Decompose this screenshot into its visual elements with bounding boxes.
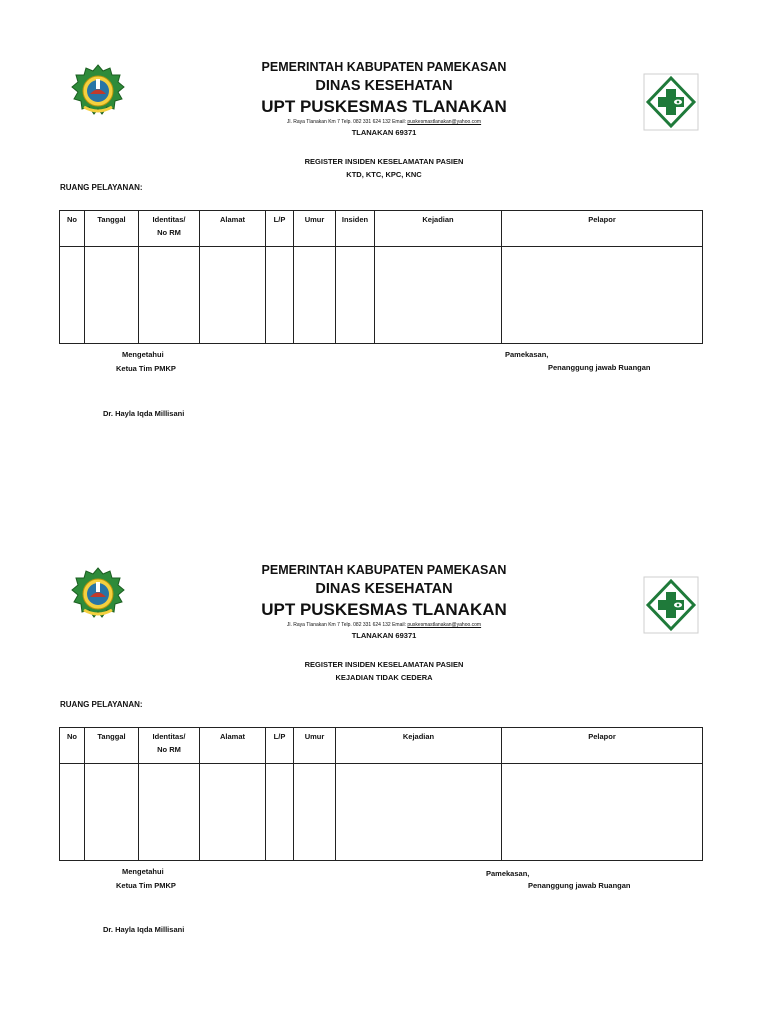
header-government: PEMERINTAH KABUPATEN PAMEKASAN	[261, 563, 507, 577]
signature-left-role: Ketua Tim PMKP	[116, 881, 176, 890]
cell-tanggal[interactable]	[85, 764, 139, 861]
column-header-umur: Umur	[294, 211, 336, 247]
column-header-no: No	[60, 728, 85, 764]
header-puskesmas: UPT PUSKESMAS TLANAKAN	[261, 600, 507, 619]
signature-left-role: Ketua Tim PMKP	[116, 364, 176, 373]
cell-lp[interactable]	[266, 247, 294, 344]
signature-right-role: Penanggung jawab Ruangan	[548, 363, 651, 372]
column-header-lp: L/P	[266, 728, 294, 764]
table-row	[60, 764, 703, 861]
column-header-pelapor: Pelapor	[502, 211, 703, 247]
email-link[interactable]: puskesmastlanakan@yahoo.com	[407, 119, 482, 125]
table-row	[60, 247, 703, 344]
column-header-pelapor: Pelapor	[502, 728, 703, 764]
register-table	[59, 727, 703, 861]
column-header-tanggal: Tanggal	[85, 728, 139, 764]
column-header-kejadian: Kejadian	[336, 728, 502, 764]
register-subtitle: KTD, KTC, KPC, KNC	[346, 170, 422, 179]
header-city: TLANAKAN 69371	[351, 128, 417, 137]
column-header-kejadian: Kejadian	[375, 211, 502, 247]
signature-left-label: Mengetahui	[122, 350, 164, 359]
cell-kejadian[interactable]	[375, 247, 502, 344]
cell-identitas[interactable]	[139, 764, 200, 861]
cell-alamat[interactable]	[200, 764, 266, 861]
address-text: Jl. Raya Tlanakan Km 7 Telp. 082 331 624 132 Email:	[286, 622, 408, 628]
cell-no[interactable]	[60, 764, 85, 861]
cell-identitas[interactable]	[139, 247, 200, 344]
signature-left-label: Mengetahui	[122, 867, 164, 876]
column-header-identitas: Identitas/ No RM	[139, 728, 200, 764]
column-header-insiden: Insiden	[336, 211, 375, 247]
register-form-2	[0, 503, 768, 1015]
header-address	[0, 119, 768, 125]
signature-left-name: Dr. Hayla Iqda Millisani	[103, 925, 185, 934]
header-department: DINAS KESEHATAN	[315, 78, 453, 94]
header-puskesmas: UPT PUSKESMAS TLANAKAN	[261, 97, 507, 116]
column-header-umur: Umur	[294, 728, 336, 764]
signature-right-role: Penanggung jawab Ruangan	[528, 881, 631, 890]
register-title: REGISTER INSIDEN KESELAMATAN PASIEN	[304, 157, 464, 166]
table-header-row	[60, 728, 703, 764]
header-department: DINAS KESEHATAN	[315, 581, 453, 597]
register-table	[59, 210, 703, 344]
column-header-alamat: Alamat	[200, 728, 266, 764]
cell-umur[interactable]	[294, 247, 336, 344]
email-link[interactable]: puskesmastlanakan@yahoo.com	[407, 622, 482, 628]
column-header-lp: L/P	[266, 211, 294, 247]
cell-tanggal[interactable]	[85, 247, 139, 344]
address-text: Jl. Raya Tlanakan Km 7 Telp. 082 331 624 132 Email:	[286, 119, 408, 125]
column-header-no: No	[60, 211, 85, 247]
column-header-tanggal: Tanggal	[85, 211, 139, 247]
header-city: TLANAKAN 69371	[351, 631, 417, 640]
cell-kejadian[interactable]	[336, 764, 502, 861]
signature-left-name: Dr. Hayla Iqda Millisani	[103, 409, 185, 418]
signature-right-place: Pamekasan,	[505, 350, 549, 359]
cell-no[interactable]	[60, 247, 85, 344]
register-subtitle: KEJADIAN TIDAK CEDERA	[335, 673, 433, 682]
cell-pelapor[interactable]	[502, 247, 703, 344]
header-address	[0, 622, 768, 628]
cell-lp[interactable]	[266, 764, 294, 861]
column-header-identitas: Identitas/ No RM	[139, 211, 200, 247]
cell-alamat[interactable]	[200, 247, 266, 344]
header-government: PEMERINTAH KABUPATEN PAMEKASAN	[261, 60, 507, 74]
register-title: REGISTER INSIDEN KESELAMATAN PASIEN	[304, 660, 464, 669]
cell-umur[interactable]	[294, 764, 336, 861]
ruang-pelayanan-label: RUANG PELAYANAN:	[60, 183, 143, 192]
table-header-row	[60, 211, 703, 247]
column-header-alamat: Alamat	[200, 211, 266, 247]
cell-pelapor[interactable]	[502, 764, 703, 861]
signature-right-place: Pamekasan,	[486, 869, 530, 878]
cell-insiden[interactable]	[336, 247, 375, 344]
ruang-pelayanan-label: RUANG PELAYANAN:	[60, 700, 143, 709]
